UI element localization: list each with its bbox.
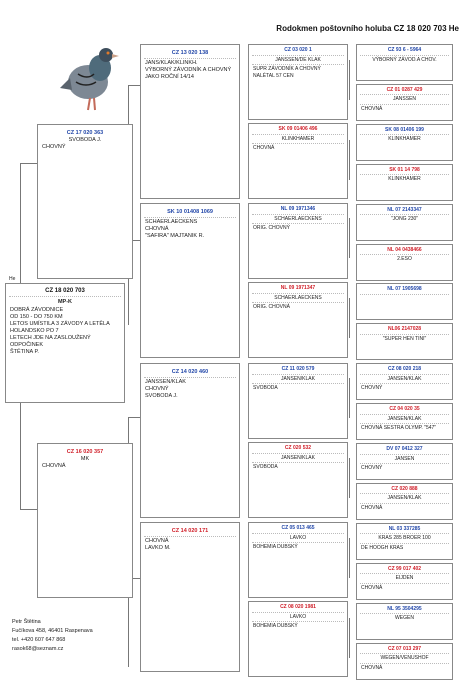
ring-id: CZ 03 020 1	[284, 47, 312, 53]
ancestor-note: JANS/KLAK/KLINKH.	[145, 59, 198, 66]
ancestor-note: CHOVNÁ	[253, 145, 275, 151]
ancestor-note: CHOVNÁ	[145, 225, 169, 232]
ancestor-note: JANSSEN/KLAK	[145, 378, 186, 385]
ancestor-note: DE HOOGH KRAS	[361, 544, 404, 551]
ancestor-note: JANSEN/KLAK	[387, 375, 422, 382]
ring-id: CZ 14 020 460	[171, 369, 209, 375]
g4-ancestor-card[interactable]	[356, 84, 453, 121]
ancestor-note: JANSSEN/DE KLAK	[275, 56, 321, 63]
g3-ancestor-card[interactable]	[248, 123, 348, 199]
father-card[interactable]	[37, 124, 133, 279]
ancestor-note: SCHAERLAECKENS	[145, 218, 198, 225]
father-ring-id: CZ 17 020 363	[66, 130, 104, 136]
ancestor-note: WEGEN	[395, 615, 414, 622]
g4-ancestor-card[interactable]	[356, 164, 453, 201]
owner-address: Fučíkova 458, 46401 Raspenava	[12, 628, 93, 634]
ancestor-note: JANSEN	[394, 455, 415, 462]
ancestor-note: CHOVNÁ	[361, 504, 383, 511]
subject-breeder: MP-K	[57, 298, 73, 305]
g3-ancestor-card[interactable]	[248, 282, 348, 358]
mother-breeder: MK	[80, 455, 90, 462]
ring-id: NL 07 2143347	[387, 206, 422, 213]
g4-ancestor-card[interactable]	[356, 403, 453, 440]
ring-id: NL 09 1971346	[280, 206, 316, 212]
g4-ancestor-card[interactable]	[356, 363, 453, 400]
owner-contact	[12, 618, 93, 654]
ancestor-note: SVOBODA J.	[145, 392, 178, 399]
owner-phone: tel. +420 607 647 868	[12, 637, 66, 643]
ring-id: CZ 07 013 297	[387, 645, 422, 652]
ancestor-note: CHOVNÝ	[145, 385, 169, 392]
ancestor-note: WEGEN/VENUSHOF	[380, 655, 429, 661]
g2-ancestor-card[interactable]	[140, 363, 240, 518]
pedigree-title: Rodokmen poštovního holuba CZ 18 020 703 He	[276, 24, 459, 33]
ancestor-note: KRAS 285 BROER 100	[378, 535, 431, 542]
ancestor-note: SCHAERLAECKENS	[274, 294, 322, 301]
ring-id: SK 01 14 798	[389, 166, 420, 173]
ancestor-note: LAVKO	[289, 534, 307, 541]
g3-ancestor-card[interactable]	[248, 44, 348, 120]
g4-ancestor-card[interactable]	[356, 44, 453, 81]
g4-ancestor-card[interactable]	[356, 323, 453, 360]
mother-note: CHOVNÁ	[42, 462, 66, 469]
subject-note: LETOS UMÍSTILA 3 ZÁVODY A LETĚLA	[10, 321, 110, 327]
ring-id: SK 09 01406 496	[278, 126, 318, 132]
ancestor-note: KLINKHAMER	[388, 136, 421, 143]
ring-id: NL 03 337285	[388, 525, 421, 532]
ancestor-note: SVOBODA	[253, 385, 278, 391]
mother-ring-id: CZ 16 020 357	[66, 449, 104, 455]
ancestor-note: VÝBORNÝ ZÁVOD.A CHOV.	[372, 56, 437, 63]
g4-ancestor-card[interactable]	[356, 204, 453, 241]
ancestor-note: CHOVNÁ	[361, 664, 383, 671]
ancestor-note: CHOVNÁ	[145, 537, 169, 544]
g2-ancestor-card[interactable]	[140, 522, 240, 672]
ring-id: SK 10 01408 1069	[167, 209, 213, 215]
g3-ancestor-card[interactable]	[248, 601, 348, 677]
g4-ancestor-card[interactable]	[356, 563, 453, 600]
ancestor-note: "SUPER HEN TINI"	[382, 335, 427, 342]
ancestor-note: SVOBODA	[253, 464, 278, 470]
g4-ancestor-card[interactable]	[356, 643, 453, 680]
ring-id: CZ 93 6 - 5964	[387, 47, 422, 53]
g4-ancestor-card[interactable]	[356, 483, 453, 520]
ring-id: NL06 2147028	[387, 326, 422, 333]
ancestor-note: LAVKO M.	[145, 544, 171, 551]
ring-id: SK 08 01406 199	[385, 126, 424, 133]
ring-id: CZ 14 020 171	[171, 528, 209, 534]
g3-ancestor-card[interactable]	[248, 522, 348, 598]
ancestor-note: SCHAERLAECKENS	[274, 215, 322, 222]
subject-ring-id: CZ 18 020 703	[45, 288, 85, 294]
ancestor-note: EIJDEN	[395, 575, 414, 582]
ring-id: NL 04 0438466	[387, 246, 422, 253]
subject-card[interactable]	[5, 283, 125, 403]
g3-ancestor-card[interactable]	[248, 203, 348, 279]
ring-id: NL 09 1971347	[280, 285, 316, 291]
ancestor-note: KLINKHAMER	[281, 135, 315, 142]
ring-id: CZ 05 013 465	[281, 525, 315, 531]
ancestor-note: SUPR ZÁVODNÍK A CHOVNÝ	[253, 66, 321, 72]
ancestor-note: "SAFIRA" MAJTANIK R.	[145, 232, 205, 239]
owner-name: Petr Štětina	[12, 619, 41, 625]
g2-ancestor-card[interactable]	[140, 203, 240, 358]
ring-id: CZ 020 532	[284, 445, 312, 451]
ring-id: NL 95 3504295	[387, 605, 422, 612]
g3-ancestor-card[interactable]	[248, 442, 348, 518]
father-note: CHOVNÝ	[42, 143, 66, 150]
ring-id: DV 07 0412 327	[386, 446, 423, 452]
father-breeder: SVOBODA J.	[68, 136, 102, 143]
ring-id: NL 07 1905698	[387, 286, 422, 293]
ancestor-note: CHOVNÁ	[361, 105, 383, 112]
subject-note: ODPOČINEK	[10, 342, 44, 348]
subject-note: DOBRÁ ZÁVODNICE	[10, 307, 64, 313]
ancestor-note: 2.ESO	[397, 256, 412, 262]
ring-id: CZ 99 017 402	[387, 565, 422, 572]
ancestor-note: KLINKHAMER	[388, 176, 421, 183]
ancestor-note: JANSSEN	[392, 96, 417, 103]
ancestor-note: NALÉTAL 57 CEN	[253, 72, 294, 79]
ring-id: CZ 020 888	[391, 485, 418, 492]
ancestor-note: BOHEMIA DUBSKÝ	[253, 623, 298, 629]
owner-email: rasok68@seznam.cz	[12, 646, 64, 652]
g4-ancestor-card[interactable]	[356, 124, 453, 161]
g3-ancestor-card[interactable]	[248, 363, 348, 439]
ancestor-note: ORIG. CHOVNÝ	[253, 225, 290, 231]
ancestor-note: BOHEMIA DUBSKÝ	[253, 544, 298, 550]
subject-note: OD 150 - DO 750 KM	[10, 314, 63, 320]
ancestor-note: JANSEN/KLAK	[281, 375, 315, 382]
ancestor-note: JANSEN/KLAK	[387, 415, 422, 422]
g4-ancestor-card[interactable]	[356, 244, 453, 281]
g4-ancestor-card[interactable]	[356, 443, 453, 480]
ancestor-note: CHOVNÝ	[361, 385, 383, 392]
ancestor-note: ORIG. CHOVNÁ	[253, 304, 290, 310]
ring-id: CZ 13 020 138	[171, 50, 209, 56]
ancestor-note: CHOVNÁ	[361, 584, 383, 591]
ancestor-note: JAKO ROČNÍ 14/14	[145, 73, 194, 80]
ring-id: CZ 11 020 579	[281, 366, 315, 372]
ancestor-note: CHOVNÁ SESTRA OLYMP. "547"	[361, 425, 437, 432]
ring-id: CZ 08 020 218	[387, 366, 422, 373]
ring-id: CZ 08 020 1981	[280, 604, 316, 610]
ancestor-note: JANSEN/KLAK	[281, 454, 315, 461]
g4-ancestor-card[interactable]	[356, 283, 453, 320]
subject-note: ŠTĚTINA P.	[10, 349, 39, 355]
ancestor-note: JANSEN/KLAK	[387, 495, 422, 502]
g2-ancestor-card[interactable]	[140, 44, 240, 199]
ancestor-note: "JONG 230"	[390, 216, 419, 223]
ancestor-note: VÝBORNÝ ZÁVODNÍK A CHOVNÝ	[145, 66, 232, 73]
ring-id: CZ 01 0287 429	[386, 86, 423, 93]
ancestor-note: LAVKO	[289, 613, 307, 620]
g4-ancestor-card[interactable]	[356, 523, 453, 560]
subject-note: LETECH JDE NA ZASLOUŽENÝ	[10, 335, 91, 341]
ring-id: CZ 04 020 35	[389, 406, 420, 413]
ancestor-note: CHOVNÝ	[361, 465, 383, 471]
pigeon-image	[56, 38, 124, 118]
mother-card[interactable]	[37, 443, 133, 598]
subject-note: HOLANDSKO PO 7	[10, 328, 59, 334]
sex-tag: He	[9, 276, 16, 282]
g4-ancestor-card[interactable]	[356, 603, 453, 640]
